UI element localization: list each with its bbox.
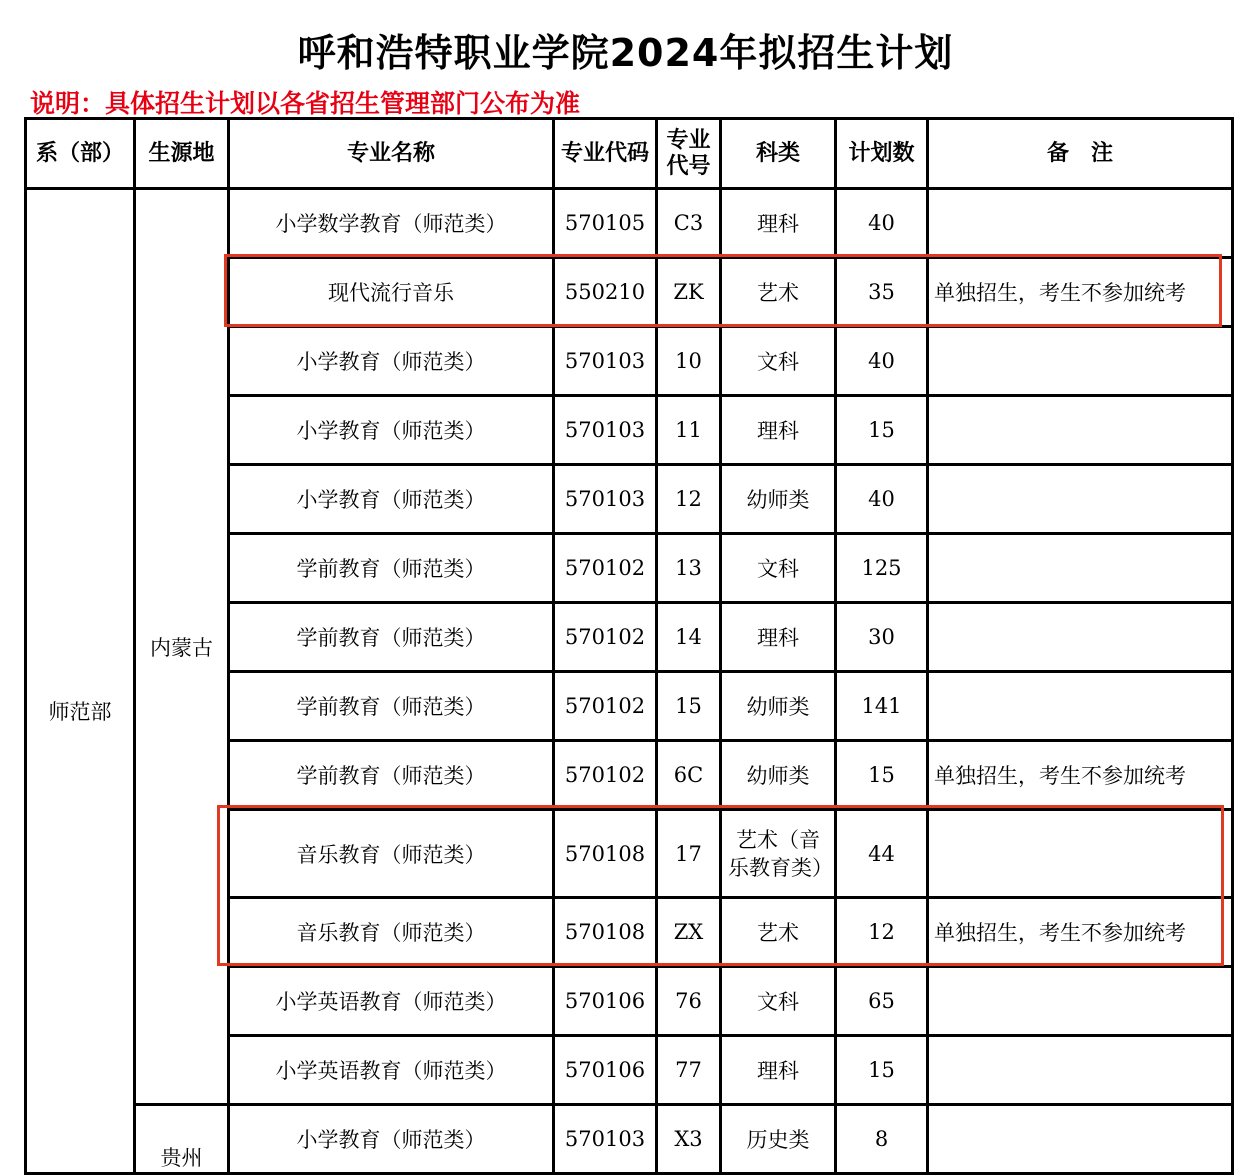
plan-count-cell: 44 bbox=[836, 810, 928, 898]
major-name-cell: 现代流行音乐 bbox=[229, 258, 554, 327]
major-name-cell: 音乐教育（师范类） bbox=[229, 898, 554, 967]
major-number-cell: 6C bbox=[657, 741, 721, 810]
remark-cell bbox=[928, 465, 1233, 534]
major-number-cell: 10 bbox=[657, 327, 721, 396]
plan-count-cell: 15 bbox=[836, 396, 928, 465]
remark-cell bbox=[928, 396, 1233, 465]
major-code-cell: 570102 bbox=[554, 603, 657, 672]
category-cell: 文科 bbox=[721, 534, 836, 603]
remark-cell bbox=[928, 810, 1233, 898]
notice-text: 说明：具体招生计划以各省招生管理部门公布为准 bbox=[30, 89, 581, 118]
header-major-code: 专业代码 bbox=[554, 119, 657, 189]
major-name-cell: 小学教育（师范类） bbox=[229, 1105, 554, 1174]
major-number-cell: 77 bbox=[657, 1036, 721, 1105]
major-code-cell: 570108 bbox=[554, 898, 657, 967]
plan-count-cell: 12 bbox=[836, 898, 928, 967]
remark-cell bbox=[928, 967, 1233, 1036]
category-cell: 理科 bbox=[721, 396, 836, 465]
category-cell: 理科 bbox=[721, 189, 836, 258]
major-number-cell: C3 bbox=[657, 189, 721, 258]
remark-cell bbox=[928, 603, 1233, 672]
header-department: 系（部） bbox=[26, 119, 135, 189]
major-name-cell: 学前教育（师范类） bbox=[229, 741, 554, 810]
plan-count-cell: 40 bbox=[836, 327, 928, 396]
major-name-cell: 学前教育（师范类） bbox=[229, 534, 554, 603]
major-number-cell: 14 bbox=[657, 603, 721, 672]
major-name-cell: 小学英语教育（师范类） bbox=[229, 1036, 554, 1105]
major-code-cell: 570103 bbox=[554, 465, 657, 534]
header-major-name: 专业名称 bbox=[229, 119, 554, 189]
category-cell: 艺术（音乐教育类） bbox=[721, 810, 836, 898]
major-name-cell: 学前教育（师范类） bbox=[229, 672, 554, 741]
table-row bbox=[26, 1105, 1233, 1174]
major-code-cell: 570103 bbox=[554, 1105, 657, 1174]
major-number-cell: X3 bbox=[657, 1105, 721, 1174]
plan-count-cell: 141 bbox=[836, 672, 928, 741]
remark-cell: 单独招生，考生不参加统考 bbox=[928, 258, 1233, 327]
header-plan-count: 计划数 bbox=[836, 119, 928, 189]
major-number-cell: 17 bbox=[657, 810, 721, 898]
category-cell: 历史类 bbox=[721, 1105, 836, 1174]
major-number-cell: 15 bbox=[657, 672, 721, 741]
plan-count-cell: 65 bbox=[836, 967, 928, 1036]
plan-count-cell: 15 bbox=[836, 1036, 928, 1105]
remark-cell bbox=[928, 1105, 1233, 1174]
header-row bbox=[26, 119, 1233, 189]
remark-cell bbox=[928, 672, 1233, 741]
category-cell: 艺术 bbox=[721, 898, 836, 967]
major-number-cell: 76 bbox=[657, 967, 721, 1036]
major-name-cell: 小学英语教育（师范类） bbox=[229, 967, 554, 1036]
remark-cell: 单独招生，考生不参加统考 bbox=[928, 741, 1233, 810]
remark-cell bbox=[928, 1036, 1233, 1105]
plan-count-cell: 40 bbox=[836, 189, 928, 258]
major-number-cell: 13 bbox=[657, 534, 721, 603]
category-cell: 幼师类 bbox=[721, 741, 836, 810]
table-row bbox=[26, 189, 1233, 258]
remark-cell: 单独招生，考生不参加统考 bbox=[928, 898, 1233, 967]
region-cell: 贵州 bbox=[135, 1105, 229, 1174]
major-number-cell: 12 bbox=[657, 465, 721, 534]
plan-count-cell: 40 bbox=[836, 465, 928, 534]
category-cell: 幼师类 bbox=[721, 672, 836, 741]
major-name-cell: 小学数学教育（师范类） bbox=[229, 189, 554, 258]
region-cell: 内蒙古 bbox=[135, 189, 229, 1105]
major-name-cell: 小学教育（师范类） bbox=[229, 327, 554, 396]
category-cell: 理科 bbox=[721, 1036, 836, 1105]
category-cell: 艺术 bbox=[721, 258, 836, 327]
major-code-cell: 550210 bbox=[554, 258, 657, 327]
department-cell: 师范部 bbox=[26, 189, 135, 1174]
major-number-cell: ZK bbox=[657, 258, 721, 327]
major-name-cell: 音乐教育（师范类） bbox=[229, 810, 554, 898]
plan-count-cell: 125 bbox=[836, 534, 928, 603]
category-cell: 文科 bbox=[721, 967, 836, 1036]
major-code-cell: 570105 bbox=[554, 189, 657, 258]
major-code-cell: 570103 bbox=[554, 396, 657, 465]
major-code-cell: 570108 bbox=[554, 810, 657, 898]
major-code-cell: 570106 bbox=[554, 1036, 657, 1105]
remark-cell bbox=[928, 189, 1233, 258]
page-title: 呼和浩特职业学院2024年拟招生计划 bbox=[297, 31, 954, 75]
major-code-cell: 570102 bbox=[554, 534, 657, 603]
major-name-cell: 学前教育（师范类） bbox=[229, 603, 554, 672]
header-region: 生源地 bbox=[135, 119, 229, 189]
major-number-cell: 11 bbox=[657, 396, 721, 465]
major-number-cell: ZX bbox=[657, 898, 721, 967]
plan-count-cell: 35 bbox=[836, 258, 928, 327]
major-name-cell: 小学教育（师范类） bbox=[229, 465, 554, 534]
enrollment-plan-table bbox=[24, 117, 1234, 1175]
header-category: 科类 bbox=[721, 119, 836, 189]
category-cell: 幼师类 bbox=[721, 465, 836, 534]
major-name-cell: 小学教育（师范类） bbox=[229, 396, 554, 465]
major-code-cell: 570106 bbox=[554, 967, 657, 1036]
header-remark: 备 注 bbox=[928, 119, 1233, 189]
plan-count-cell: 8 bbox=[836, 1105, 928, 1174]
category-cell: 文科 bbox=[721, 327, 836, 396]
remark-cell bbox=[928, 327, 1233, 396]
major-code-cell: 570103 bbox=[554, 327, 657, 396]
major-code-cell: 570102 bbox=[554, 741, 657, 810]
remark-cell bbox=[928, 534, 1233, 603]
plan-count-cell: 15 bbox=[836, 741, 928, 810]
header-major-number: 专业代号 bbox=[657, 119, 721, 189]
category-cell: 理科 bbox=[721, 603, 836, 672]
major-code-cell: 570102 bbox=[554, 672, 657, 741]
plan-count-cell: 30 bbox=[836, 603, 928, 672]
